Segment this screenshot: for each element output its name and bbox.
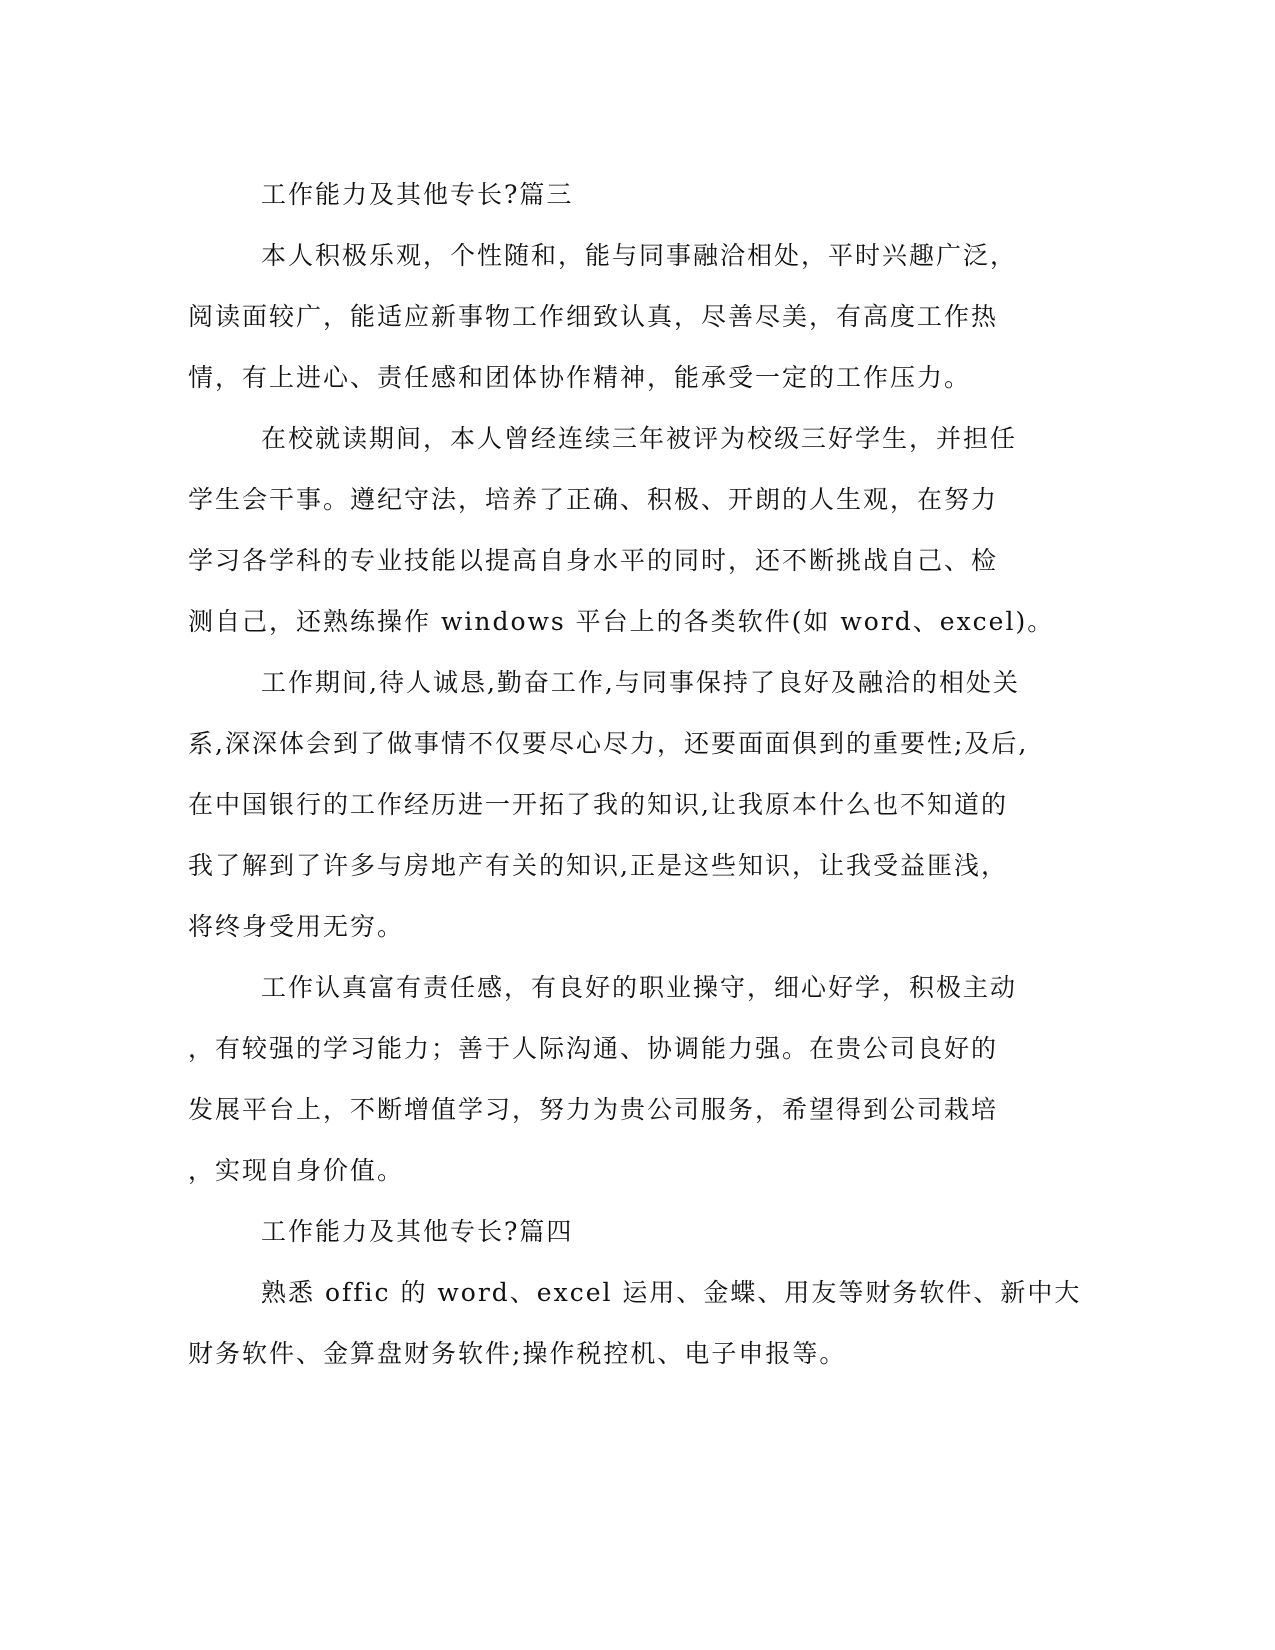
- paragraph: [188, 957, 1078, 1201]
- paragraph-line: 发展平台上，不断增值学习，努力为贵公司服务，希望得到公司栽培: [188, 1095, 999, 1124]
- paragraph-line: 测自己，还熟练操作 windows 平台上的各类软件(如 word、excel)。: [188, 607, 1055, 636]
- paragraph-line: 工作认真富有责任感，有良好的职业操守，细心好学，积极主动: [261, 973, 1018, 1002]
- paragraph-line: ，实现自身价值。: [188, 1156, 405, 1185]
- paragraph-line: 工作期间,待人诚恳,勤奋工作,与同事保持了良好及融洽的相处关: [261, 668, 1020, 697]
- paragraph-line: 阅读面较广，能适应新事物工作细致认真，尽善尽美，有高度工作热: [188, 302, 999, 331]
- paragraph: [188, 1262, 1082, 1384]
- paragraph-line: 财务软件、金算盘财务软件;操作税控机、电子申报等。: [188, 1339, 847, 1368]
- paragraph-line: 我了解到了许多与房地产有关的知识,正是这些知识，让我受益匪浅，: [188, 851, 1008, 880]
- paragraph-line: 在中国银行的工作经历进一开拓了我的知识,让我原本什么也不知道的: [188, 790, 1008, 819]
- paragraph: [188, 652, 1078, 957]
- paragraph-line: 将终身受用无穷。: [188, 912, 405, 941]
- paragraph-line: 学习各学科的专业技能以提高自身水平的同时，还不断挑战自己、检: [188, 546, 999, 575]
- paragraph: [188, 225, 1078, 408]
- paragraph-line: 系,深深体会到了做事情不仅要尽心尽力，还要面面俱到的重要性;及后,: [188, 729, 1029, 758]
- paragraph-line: 熟悉 offic 的 word、excel 运用、金蝶、用友等财务软件、新中大: [261, 1278, 1082, 1307]
- section-heading: 工作能力及其他专长?篇四: [261, 1217, 574, 1246]
- paragraph-line: ，有较强的学习能力；善于人际沟通、协调能力强。在贵公司良好的: [188, 1034, 999, 1063]
- paragraph-line: 学生会干事。遵纪守法，培养了正确、积极、开朗的人生观，在努力: [188, 485, 999, 514]
- document-body: [188, 164, 1082, 1384]
- paragraph-line: 情，有上进心、责任感和团体协作精神，能承受一定的工作压力。: [188, 363, 972, 392]
- paragraph: [188, 408, 1078, 652]
- paragraph-line: 本人积极乐观，个性随和，能与同事融洽相处，平时兴趣广泛，: [261, 241, 1018, 270]
- section-heading: 工作能力及其他专长?篇三: [261, 180, 574, 209]
- paragraph-line: 在校就读期间，本人曾经连续三年被评为校级三好学生，并担任: [261, 424, 1018, 453]
